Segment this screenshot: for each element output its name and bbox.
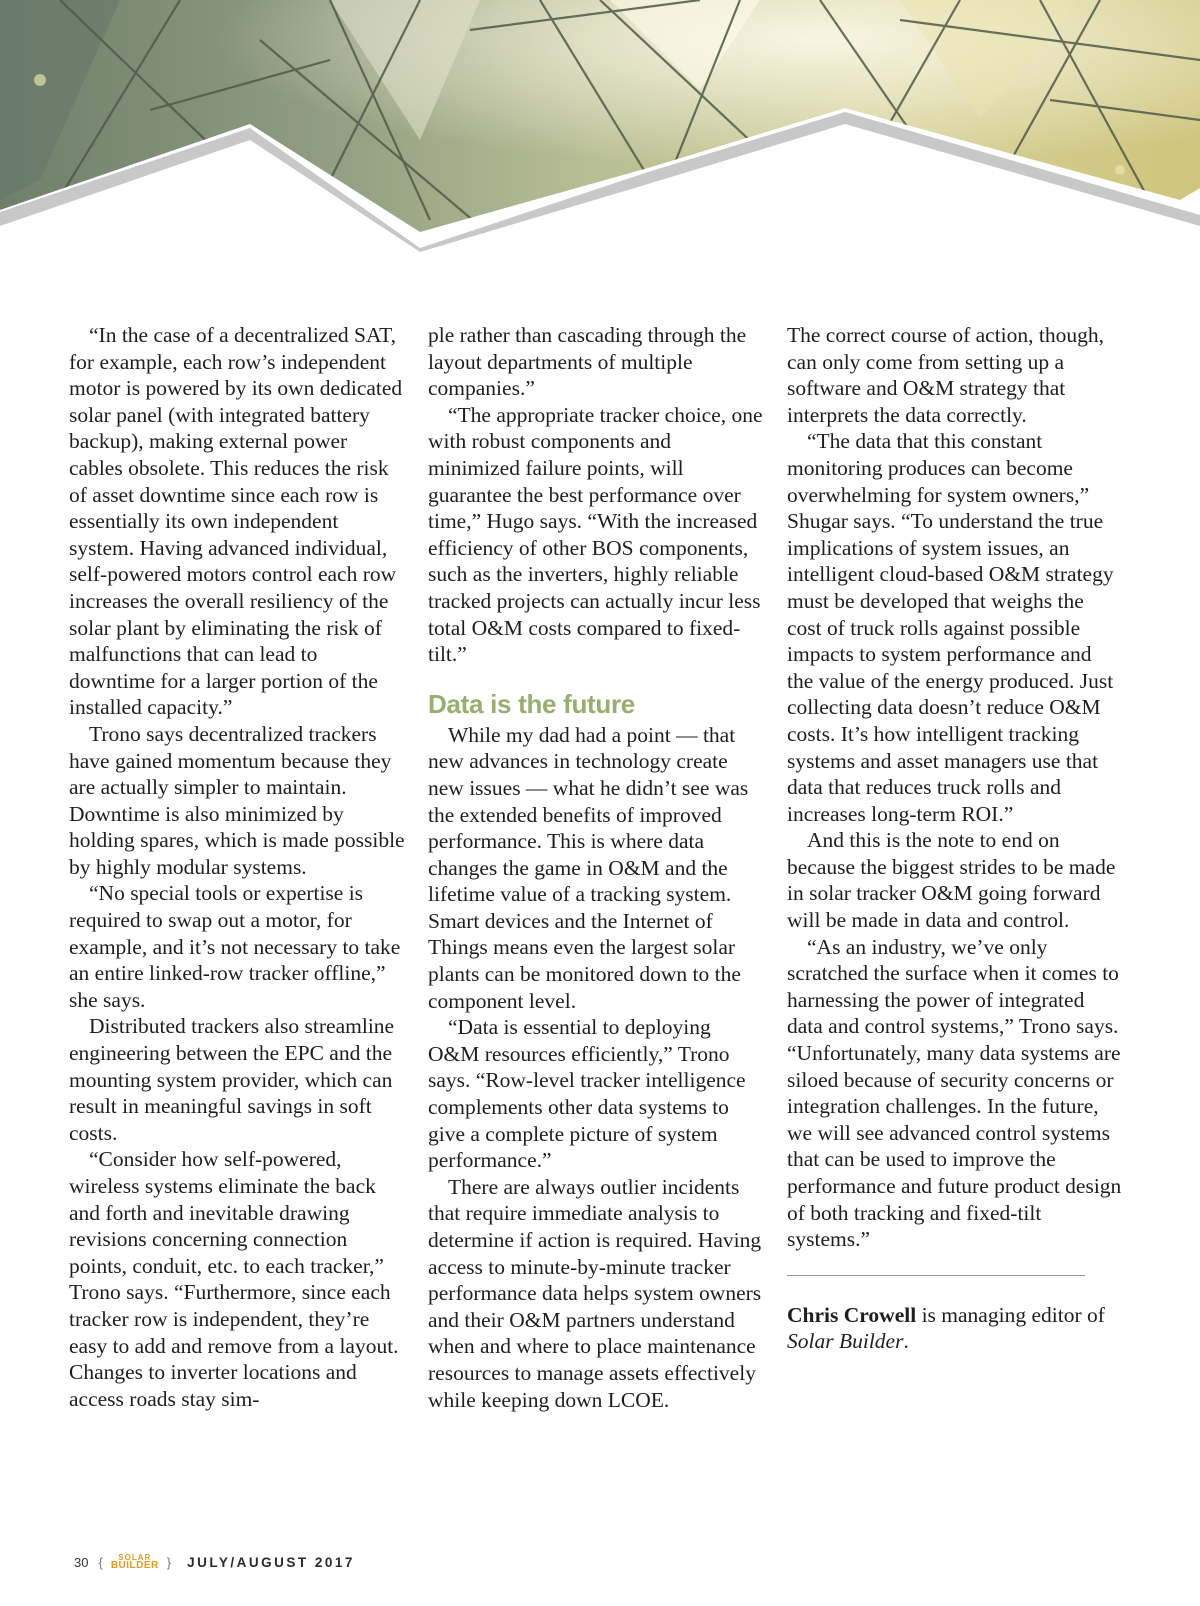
paragraph: “In the case of a decentralized SAT, for example, each row’s independent motor is powered by its own dedicated solar panel (with integrated battery backup), making external power cables obsolete. This reduces the risk of asset downtime since each row is essentially its own independent system. Having advanced individual, self-powered motors control each row increases the overall resiliency of the solar plant by eliminating the risk of malfunctions that can lead to downtime for a larger portion of the installed capacity.” <box>69 323 403 720</box>
header-banner-image <box>0 0 1200 260</box>
bio-text: is managing editor of <box>916 1302 1105 1327</box>
logo-line-2: BUILDER <box>110 1560 159 1571</box>
bio-end: . <box>903 1329 909 1354</box>
brace-close: } <box>166 1554 172 1570</box>
author-name: Chris Crowell <box>787 1302 917 1327</box>
paragraph: “Data is essential to deploying O&M resources efficiently,” Trono says. “Row-level tracker intelligence complements other data systems to give a complete picture of system performance.” <box>428 1015 746 1173</box>
article-column-3 <box>787 322 1123 1355</box>
paragraph: Trono says decentralized trackers have gained momentum because they are actually simpler to maintain. Downtime is also minimized by holding spares, which is made possible by highly modular systems. <box>69 721 405 879</box>
paragraph: “The data that this constant monitoring produces can become overwhelming for system owners,” Shugar says. “To understand the true implications of system issues, an intelligent cloud-based O&M strategy must be developed that weighs the cost of truck rolls against possible impacts to system performance and the value of the energy produced. Just collecting data doesn’t reduce O&M costs. It’s how intelligent tracking systems and asset managers use that data that reduces truck rolls and increases long-term ROI.” <box>787 429 1114 826</box>
page-footer <box>74 1552 355 1572</box>
paragraph: The correct course of action, though, can only come from setting up a software and O&M strategy that interprets the data correctly. <box>787 323 1104 427</box>
publication-name: Solar Builder <box>787 1329 904 1354</box>
paragraph: “The appropriate tracker choice, one with robust components and minimized failure points, will guarantee the best performance over time,” Hugo says. “With the increased efficiency of other BOS components, such as the inverters, highly reliable tracked projects can actually incur less total O&M costs compared to fixed-tilt.” <box>428 402 763 667</box>
article-column-1 <box>69 322 405 1412</box>
paragraph: While my dad had a point — that new advances in technology create new issues — what he didn’t see was the extended benefits of improved performance. This is where data changes the game in O&M and the lifetime value of a tracking system. Smart devices and the Internet of Things means even the largest solar plants can be monitored down to the component level. <box>428 722 749 1013</box>
paragraph: “As an industry, we’ve only scratched the surface when it comes to harnessing the power of integrated data and control systems,” Trono says. “Unfortunately, many data systems are siloed because of security concerns or integration challenges. In the future, we will see advanced control systems that can be used to improve the performance and future product design of both tracking and fixed-tilt systems.” <box>787 934 1122 1252</box>
solar-builder-logo <box>111 1554 159 1570</box>
paragraph: And this is the note to end on because the biggest strides to be made in solar tracker O&M going forward will be made in data and control. <box>787 828 1116 933</box>
paragraph: There are always outlier incidents that require immediate analysis to determine if action is required. Having access to minute-by-minute tracker performance data helps system owners and their O&M partners understand when and where to place maintenance resources to manage assets effectively while keeping down LCOE. <box>428 1174 762 1412</box>
paragraph: Distributed trackers also streamline engineering between the EPC and the mounting system provider, which can result in meaningful savings in soft costs. <box>69 1014 395 1145</box>
issue-date: JULY/AUGUST 2017 <box>187 1554 355 1570</box>
logo-line-1: SOLAR <box>118 1553 152 1562</box>
section-subheading: Data is the future <box>428 688 635 719</box>
author-bio <box>787 1302 1123 1355</box>
article-column-2 <box>428 322 764 1413</box>
divider <box>787 1275 1085 1276</box>
paragraph: “Consider how self-powered, wireless systems eliminate the back and forth and inevitable drawing revisions concerning connection points, conduit, etc. to each tracker,” Trono says. “Furthermore, since each tracker row is independent, they’re easy to add and remove from a layout. Changes to inverter locations and access roads stay sim- <box>69 1147 399 1411</box>
paragraph: ple rather than cascading through the layout departments of multiple companies.” <box>428 323 747 401</box>
brace-open: { <box>98 1554 103 1570</box>
paragraph: “No special tools or expertise is required to swap out a motor, for example, and it’s not necessary to take an entire linked-row tracker offline,” she says. <box>69 881 401 1012</box>
page-number: 30 <box>74 1554 89 1570</box>
